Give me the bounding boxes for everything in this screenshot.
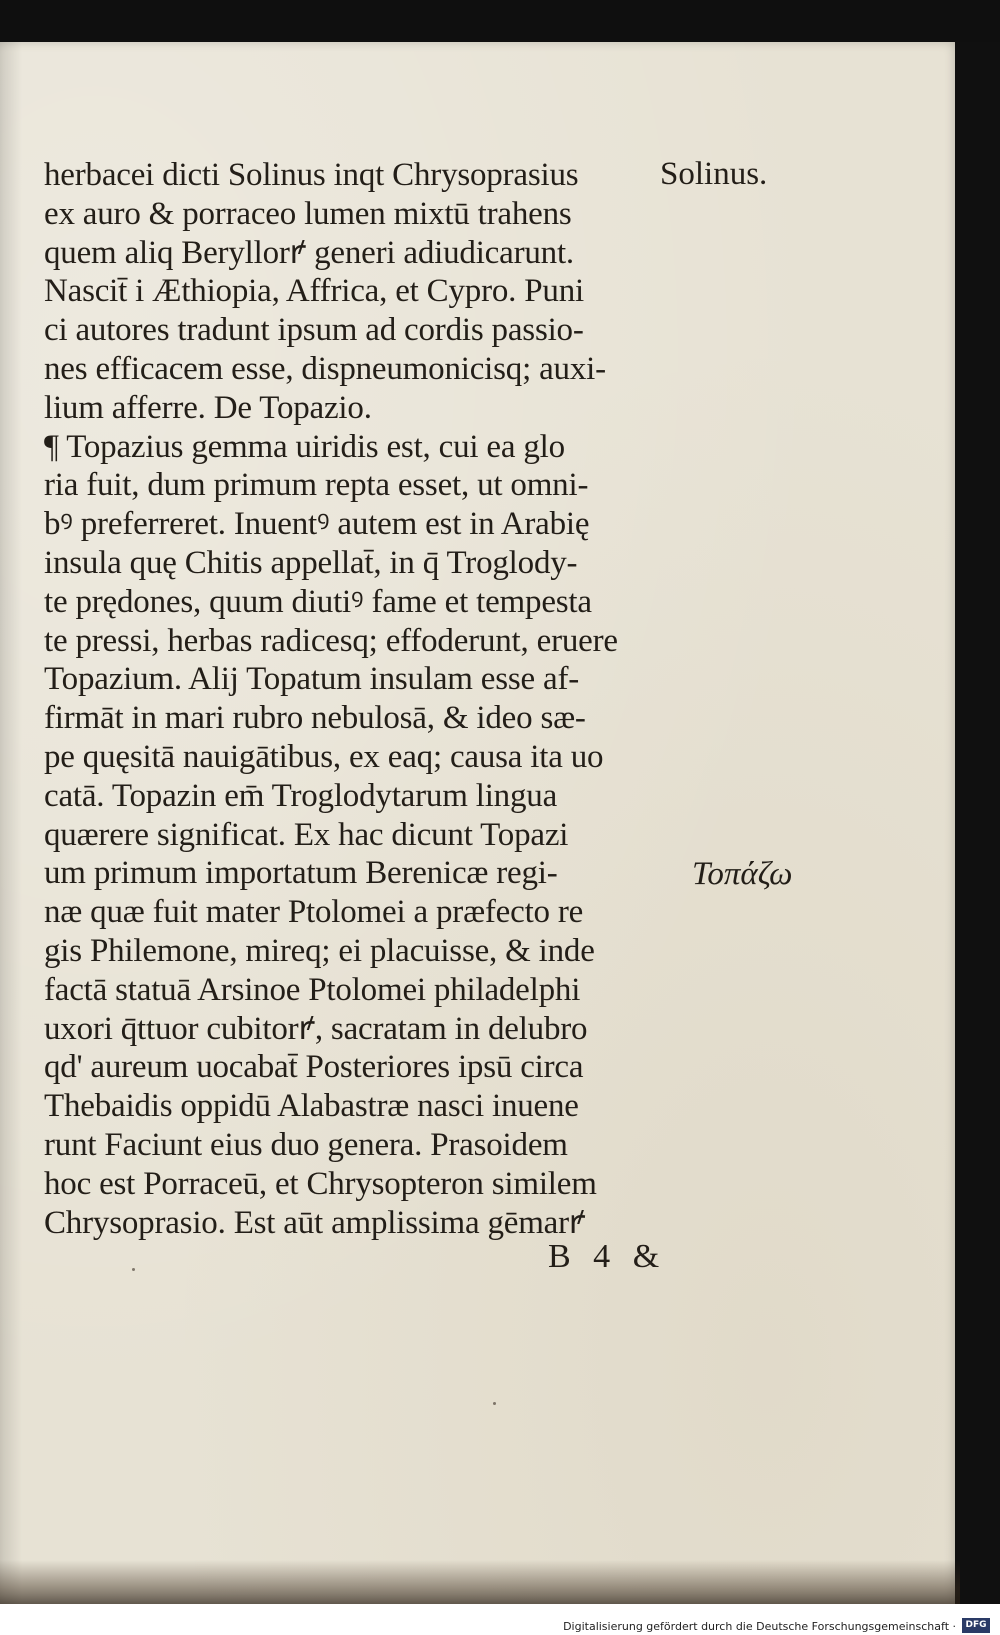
margin-note-greek: Τοπάζω — [692, 856, 793, 892]
text-line: bꝰ preferreret. Inuentꝰ autem est in Arabię — [44, 506, 590, 543]
dfg-logo-icon: DFG — [962, 1618, 990, 1633]
text-line: Chrysoprasio. Est aūt amplissima gēmarꝵ — [44, 1204, 586, 1241]
text-line: Nascit̄ i Æthiopia, Affrica, et Cypro. Puni — [44, 273, 584, 310]
page-bottom-smudge — [0, 1560, 960, 1606]
text-line: ria fuit, dum primum repta esset, ut omni- — [44, 467, 589, 504]
text-line: ¶ Topazius gemma uiridis est, cui ea glo — [44, 428, 565, 465]
text-line: Topazium. Alij Topatum insulam esse af- — [44, 661, 580, 698]
text-line: quem aliq Beryllorꝵ generi adiudicarunt. — [44, 234, 574, 271]
text-line: lium afferre. De Topazio. — [44, 389, 372, 426]
text-line: gis Philemone, mireq; ei placuisse, & inde — [44, 932, 595, 969]
text-line: te pressi, herbas radicesq; effoderunt, eruere — [44, 622, 618, 659]
text-line: Thebaidis oppidū Alabastræ nasci inuene — [44, 1088, 579, 1125]
footer-credit: Digitalisierung gefördert durch die Deutsche Forschungsgemeinschaft · — [563, 1620, 956, 1633]
text-line: ci autores tradunt ipsum ad cordis passio- — [44, 312, 584, 349]
text-line: uxori q̄ttuor cubitorꝵ, sacratam in delubro — [44, 1010, 588, 1047]
text-line: qd' aureum uocabat̄ Posteriores ipsū circa — [44, 1049, 584, 1086]
text-line: ex auro & porraceo lumen mixtū trahens — [44, 195, 572, 232]
paper-speck — [132, 1268, 135, 1271]
paper-speck — [493, 1402, 496, 1405]
text-line: um primum importatum Berenicæ regi- — [44, 855, 558, 892]
text-line: næ quæ fuit mater Ptolomei a præfecto re — [44, 894, 584, 931]
text-line: factā statuā Arsinoe Ptolomei philadelphi — [44, 971, 581, 1008]
margin-note-solinus: Solinus. — [660, 156, 768, 192]
text-line: hoc est Porraceū, et Chrysopteron similem — [44, 1165, 597, 1202]
text-line: quærere significat. Ex hac dicunt Topazi — [44, 816, 569, 853]
signature-mark: B 4 — [548, 1238, 611, 1275]
text-line: herbacei dicti Solinus inqt Chrysoprasius — [44, 157, 579, 193]
text-line: te prędones, quum diutiꝰ fame et tempesta — [44, 583, 592, 620]
text-line: insula quę Chitis appellat̄, in q̄ Troglody- — [44, 544, 578, 581]
text-line: runt Faciunt eius duo genera. Prasoidem — [44, 1126, 568, 1163]
text-line: firmāt in mari rubro nebulosā, & ideo sæ- — [44, 700, 586, 737]
text-line: catā. Topazin em̄ Troglodytarum lingua — [44, 777, 558, 814]
page-gutter-shadow — [0, 42, 22, 1604]
catchword: & — [632, 1238, 660, 1275]
page-right-edge — [955, 42, 1000, 1604]
viewer-top-bar — [0, 0, 1000, 42]
text-line: nes efficacem esse, dispneumonicisq; auxi- — [44, 350, 606, 387]
signature-line — [548, 1238, 659, 1276]
text-line: pe quęsitā nauigātibus, ex eaq; causa ita uo — [44, 738, 604, 775]
page-text — [44, 156, 684, 1242]
